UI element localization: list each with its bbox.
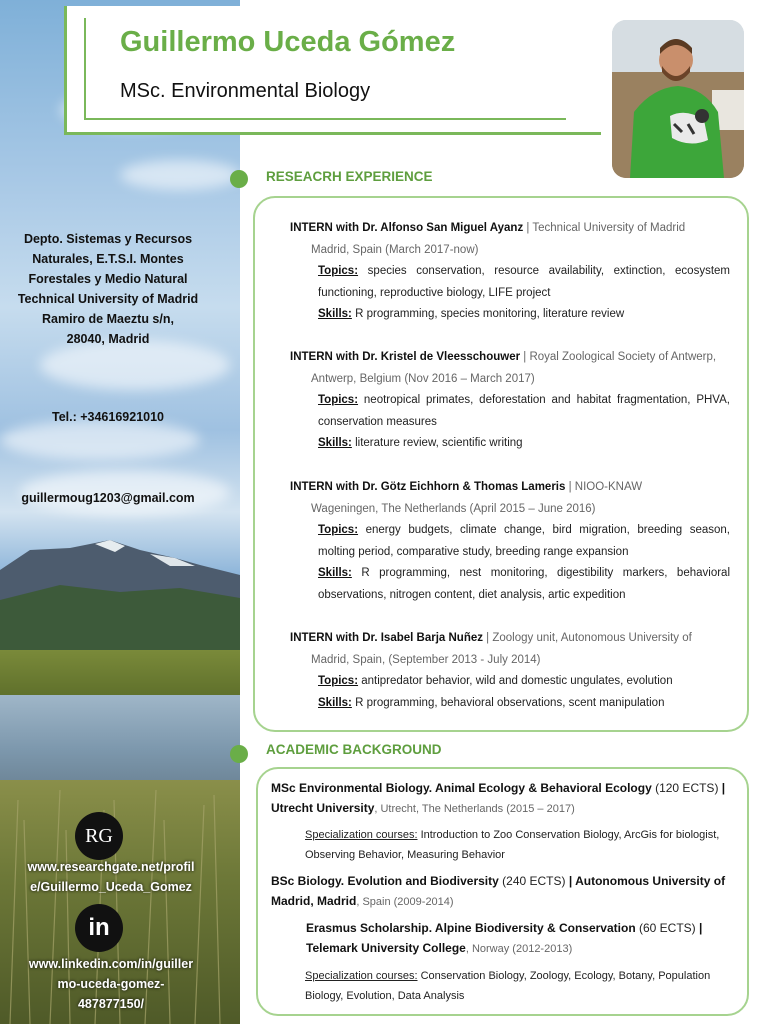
degree-title: MSc Environmental Biology. Animal Ecology & Behavioral Ecology	[271, 781, 652, 795]
linkedin-icon[interactable]	[75, 904, 123, 952]
entry-location: Madrid, Spain, (September 2013 - July 2014)	[311, 653, 541, 666]
entry-skills: literature review, scientific writing	[355, 437, 523, 449]
entry-topics: antipredator behavior, wild and domestic ungulates, evolution	[361, 675, 673, 687]
profile-photo	[612, 20, 744, 178]
linkedin-link-line: mo-uceda-gomez-	[57, 977, 165, 991]
degree-msc	[271, 778, 733, 819]
entry-topics: energy budgets, climate change, bird migration, breeding season, molting period, comparative study, breeding range expansion	[318, 524, 730, 558]
section-title-research: RESEACRH EXPERIENCE	[266, 169, 433, 184]
degree-place: , Norway (2012-2013)	[465, 943, 573, 955]
entry-head: INTERN with Dr. Alfonso San Miguel Ayanz	[290, 222, 524, 234]
entry-head: INTERN with Dr. Kristel de Vleesschouwer	[290, 351, 521, 363]
page-title: Guillermo Uceda Gómez	[120, 26, 456, 58]
topics-label: Topics:	[318, 675, 359, 687]
linkedin-badge-text: in	[88, 914, 110, 941]
field	[0, 650, 240, 700]
address-line: Naturales, E.T.S.I. Montes	[32, 252, 184, 266]
degree-ects: (240 ECTS)	[498, 874, 566, 888]
entry-skills: R programming, behavioral observations, scent manipulation	[355, 696, 665, 709]
degree-bsc	[271, 871, 733, 912]
researchgate-link-line: www.researchgate.net/profil	[27, 860, 195, 874]
address-line: Technical University of Madrid	[17, 292, 199, 306]
entry-skills: R programming, species monitoring, literature review	[355, 308, 625, 320]
section-title-academic: ACADEMIC BACKGROUND	[266, 742, 442, 757]
person-illustration	[612, 20, 744, 178]
specialization-courses: Conservation Biology, Zoology, Ecology, Botany, Population Biology, Evolution, Data Analysis	[305, 970, 711, 1002]
msc-specialization	[305, 825, 733, 865]
research-entry	[290, 628, 730, 714]
research-entry	[290, 477, 730, 606]
degree-erasmus	[306, 918, 733, 959]
cloud	[120, 160, 240, 190]
entry-location: Antwerp, Belgium (Nov 2016 – March 2017)	[311, 372, 535, 385]
email-link[interactable]: guillermoug1203@gmail.com	[21, 491, 195, 505]
address-block	[0, 229, 216, 349]
linkedin-link-line: 487877150/	[77, 997, 145, 1011]
section-bullet	[230, 170, 248, 188]
skills-label: Skills:	[318, 567, 352, 579]
address-line: Depto. Sistemas y Recursos	[23, 232, 193, 246]
topics-label: Topics:	[318, 524, 359, 536]
entry-head: INTERN with Dr. Isabel Barja Nuñez	[290, 632, 483, 644]
entry-topics: neotropical primates, deforestation and habitat fragmentation, PHVA, conservation measures	[318, 394, 730, 428]
researchgate-link-line: e/Guillermo_Uceda_Gomez	[30, 880, 192, 894]
entry-location: Wageningen, The Netherlands (April 2015 – June 2016)	[311, 502, 596, 515]
entry-institution: | Zoology unit, Autonomous University of	[482, 632, 692, 644]
degree-place: , Utrecht, The Netherlands (2015 – 2017)	[374, 803, 575, 815]
address-line: Forestales y Medio Natural	[28, 272, 188, 286]
specialization-courses: Introduction to Zoo Conservation Biology, ArcGis for biologist, Observing Behavior, Measuring Behavior	[305, 829, 720, 861]
entry-head: INTERN with Dr. Götz Eichhorn & Thomas Lameris	[290, 481, 566, 493]
topics-label: Topics:	[318, 394, 359, 406]
degree-place: , Spain (2009-2014)	[356, 896, 454, 908]
researchgate-badge-text: RG	[85, 824, 113, 847]
linkedin-link-line: www.linkedin.com/in/guiller	[28, 957, 194, 971]
entry-skills: R programming, nest monitoring, digestibility markers, behavioral observations, nitrogen content, diet analysis, artic expedition	[318, 567, 730, 601]
skills-label: Skills:	[318, 437, 352, 449]
specialization-label: Specialization courses:	[305, 829, 418, 841]
researchgate-icon[interactable]	[75, 812, 123, 860]
degree-ects: (120 ECTS)	[651, 781, 719, 795]
degree-title: Erasmus Scholarship. Alpine Biodiversity & Conservation	[306, 921, 636, 935]
address-line: Ramiro de Maeztu s/n,	[42, 312, 174, 326]
specialization-label: Specialization courses:	[305, 970, 418, 982]
entry-location: Madrid, Spain (March 2017-now)	[311, 243, 479, 256]
skills-label: Skills:	[318, 308, 352, 320]
degree-university: | Autonomous University of Madrid, Madrid	[271, 874, 726, 908]
bsc-specialization	[305, 966, 715, 1006]
degree-ects: (60 ECTS)	[635, 921, 696, 935]
degree-university: | Utrecht University	[271, 781, 726, 815]
entry-institution: | NIOO-KNAW	[565, 481, 643, 493]
mountains	[0, 530, 240, 660]
skills-label: Skills:	[318, 696, 352, 709]
section-bullet	[230, 745, 248, 763]
topics-label: Topics:	[318, 265, 359, 277]
page-subtitle: MSc. Environmental Biology	[120, 80, 371, 102]
entry-institution: | Royal Zoological Society of Antwerp,	[520, 351, 717, 363]
phone: Tel.: +34616921010	[51, 410, 164, 424]
research-entry	[290, 347, 730, 455]
degree-title: BSc Biology. Evolution and Biodiversity	[271, 874, 499, 888]
entry-topics: species conservation, resource availability, extinction, ecosystem functioning, reproductive biology, LIFE project	[318, 265, 730, 299]
entry-institution: | Technical University of Madrid	[523, 222, 686, 234]
degree-university: | Telemark University College	[306, 921, 703, 955]
researchgate-link[interactable]	[0, 857, 222, 897]
address-line: 28040, Madrid	[66, 332, 150, 346]
research-entry	[290, 218, 730, 326]
linkedin-link[interactable]	[0, 954, 222, 1014]
